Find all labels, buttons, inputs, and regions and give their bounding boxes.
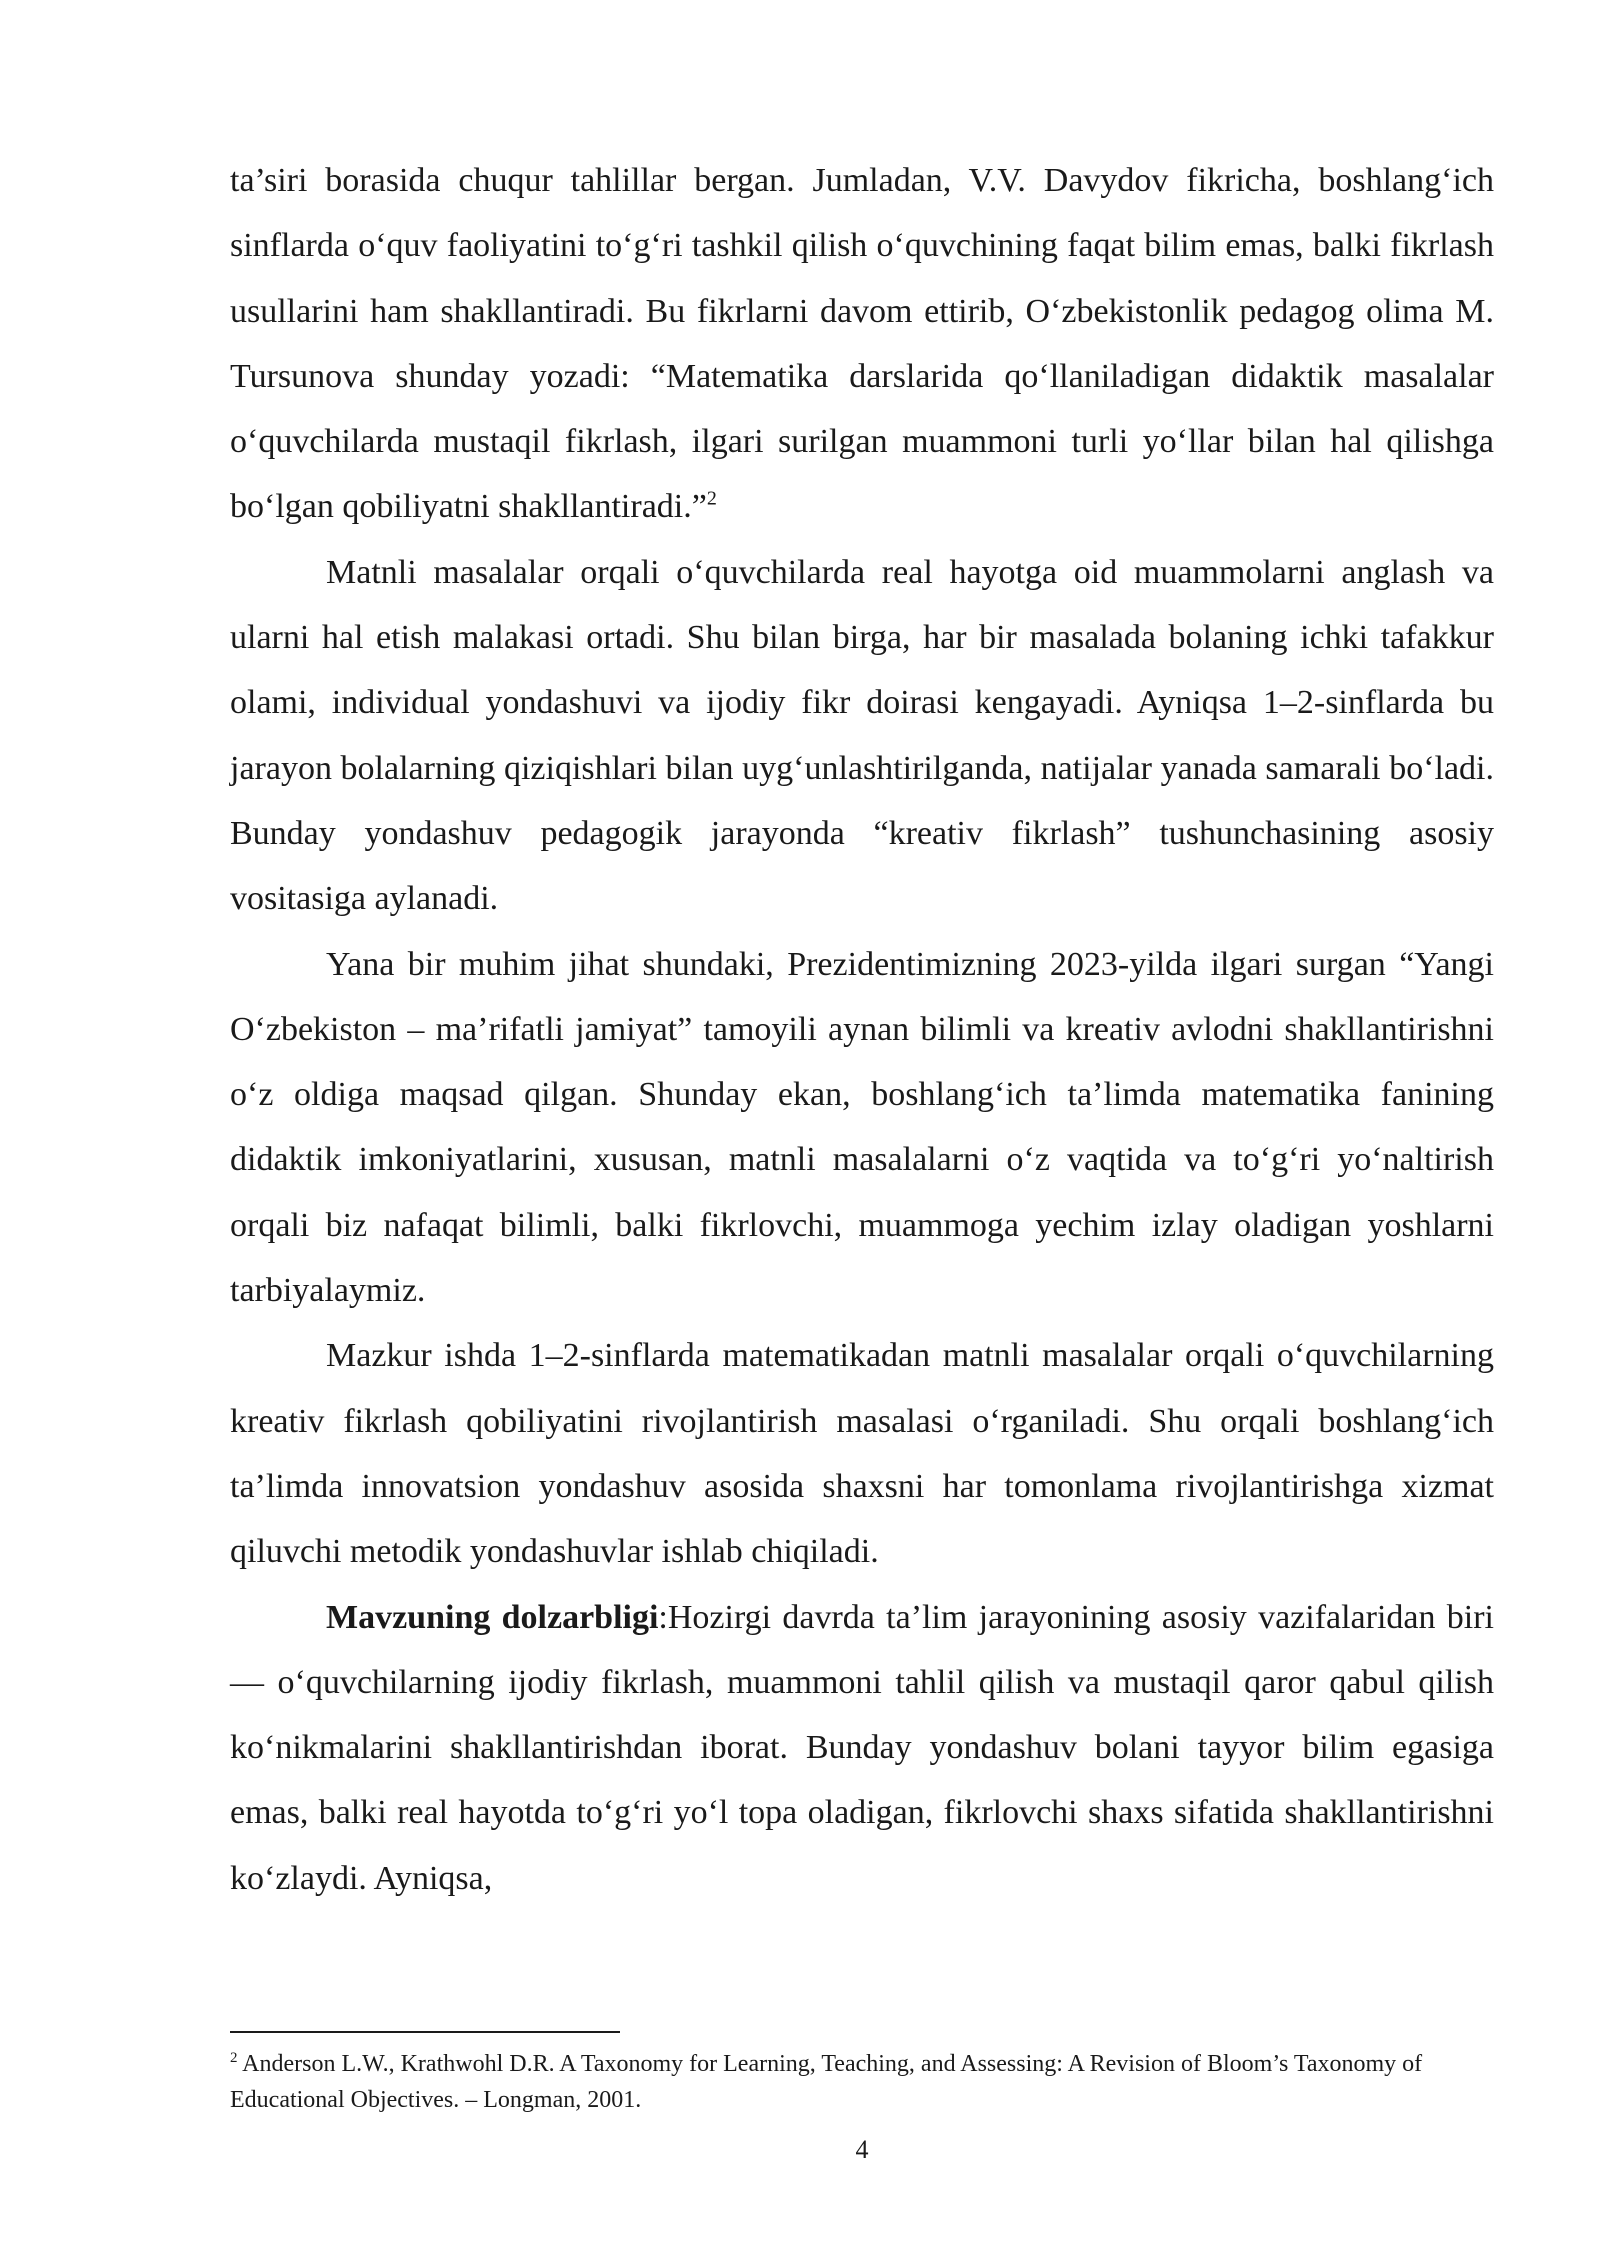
paragraph-3 xyxy=(230,932,1494,1324)
paragraph-2-text: Matnli masalalar orqali o‘quvchilarda real hayotga oid muammolarni anglash va ularni hal etish malakasi ortadi. Shu bilan birga, har bir masalada bolaning ichki tafakkur olami, individual yondashuvi va ijodiy fikr doirasi kengayadi. Ayniqsa 1–2-sinflarda bu jarayon bolalarning qiziqishlari bilan uyg‘unlashtirilganda, natijalar yanada samarali bo‘ladi. Bunday yondashuv pedagogik jarayonda “kreativ fikrlash” tushunchasining asosiy vositasiga aylanadi. xyxy=(230,553,1494,918)
footnote-reference[interactable]: 2 xyxy=(706,488,717,511)
paragraph-1 xyxy=(230,148,1494,540)
page-number: 4 xyxy=(855,2135,869,2164)
paragraph-1-text: ta’siri borasida chuqur tahlillar bergan. Jumladan, V.V. Davydov fikricha, boshlang‘ich sinflarda o‘quv faoliyatini to‘g‘ri tashkil qilish o‘quvchining faqat bilim emas, balki fikrlash usullarini ham shakllantiradi. Bu fikrlarni davom ettirib, O‘zbekistonlik pedagog olima M. Tursunova shunday yozadi: “Matematika darslarida qo‘llaniladigan didaktik masalalar o‘quvchilarda mustaqil fikrlash, ilgari surilgan muammoni turli yo‘llar bilan hal qilishga bo‘lgan qobiliyatni shakllantiradi.” xyxy=(230,162,1494,526)
paragraph-2 xyxy=(230,540,1494,932)
footnote-separator xyxy=(230,2031,620,2033)
paragraph-5 xyxy=(230,1585,1494,1911)
body-text xyxy=(230,148,1494,1911)
paragraph-5-text: :Hozirgi davrda ta’lim jarayonining asosiy vazifalaridan biri — o‘quvchilarning ijodiy fikrlash, muammoni tahlil qilish va mustaqil qaror qabul qilish ko‘nikmalarini shakllantirishdan iborat. Bunday yondashuv bolani tayyor bilim egasiga emas, balki real hayotda to‘g‘ri yo‘l topa oladigan, fikrlovchi shaxs sifatida shakllantirishni ko‘zlaydi. Ayniqsa, xyxy=(230,1598,1494,1897)
footnote-text: Anderson L.W., Krathwohl D.R. A Taxonomy for Learning, Teaching, and Assessing: A Revision of Bloom’s Taxonomy of Educational Objectives. – Longman, 2001. xyxy=(230,2051,1423,2113)
paragraph-4 xyxy=(230,1323,1494,1584)
footnote xyxy=(230,2046,1494,2118)
footnote-number: 2 xyxy=(230,2050,238,2066)
paragraph-4-text: Mazkur ishda 1–2-sinflarda matematikadan matnli masalalar orqali o‘quvchilarning kreativ fikrlash qobiliyatini rivojlantirish masalasi o‘rganiladi. Shu orqali boshlang‘ich ta’limda innovatsion yondashuv asosida shaxsni har tomonlama rivojlantirishga xizmat qiluvchi metodik yondashuvlar ishlab chiqiladi. xyxy=(230,1337,1494,1571)
paragraph-3-text: Yana bir muhim jihat shundaki, Prezidentimizning 2023-yilda ilgari surgan “Yangi O‘zbekiston – ma’rifatli jamiyat” tamoyili aynan bilimli va kreativ avlodni shakllantirishni o‘z oldiga maqsad qilgan. Shunday ekan, boshlang‘ich ta’limda matematika fanining didaktik imkoniyatlarini, xususan, matnli masalalarni o‘z vaqtida va to‘g‘ri yo‘naltirish orqali biz nafaqat bilimli, balki fikrlovchi, muammoga yechim izlay oladigan yoshlarni tarbiyalaymiz. xyxy=(230,945,1494,1310)
section-heading: Mavzuning dolzarbligi xyxy=(326,1598,659,1636)
